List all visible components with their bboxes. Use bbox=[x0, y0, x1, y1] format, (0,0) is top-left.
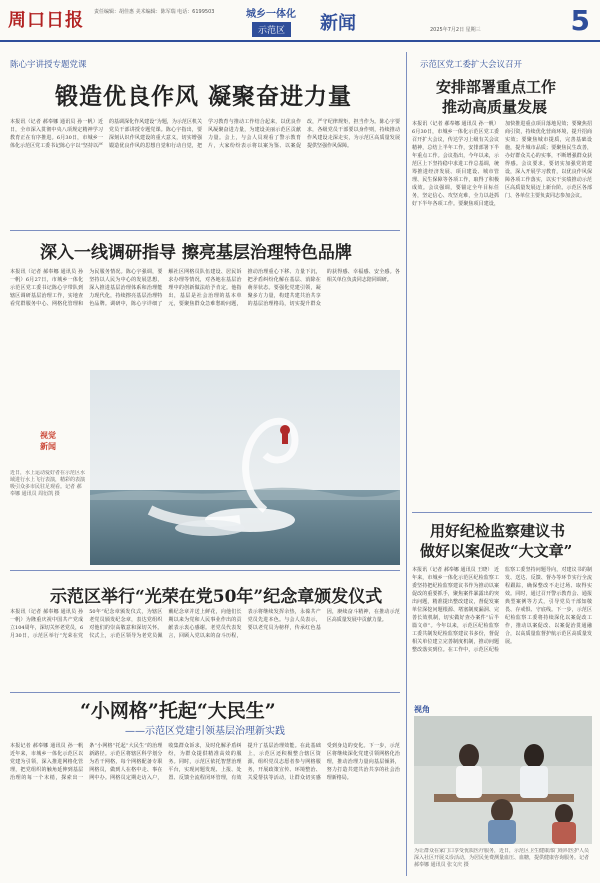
article2-headline: 深入一线调研指导 擦亮基层治理特色品牌 bbox=[40, 243, 352, 263]
article4-subtitle: ——示范区党建引领基层治理新实践 bbox=[125, 726, 285, 737]
photo-news-caption: 近日，水上运动爱好者在示范区水域进行水上飞行表演，精彩的表演吸引众多市民驻足观看。记者 郝奉娜 通讯员 周衍凯 摄 bbox=[10, 470, 85, 497]
divider-rule bbox=[10, 230, 400, 231]
column-divider bbox=[406, 52, 407, 876]
article5-headline-line2: 推动高质量发展 bbox=[442, 98, 548, 116]
article6-headline-line2: 做好以案促改“大文章” bbox=[420, 542, 573, 560]
section-news-title: 新闻 bbox=[320, 13, 356, 34]
editor-info: 责任编辑：胡佳惠 美术编辑：陈军瑞 电话：6199503 bbox=[94, 9, 215, 15]
divider-rule bbox=[10, 570, 400, 571]
article4-headline: “小网格”托起“大民生” bbox=[80, 700, 276, 722]
date-info: 2025年7月2日 星期三 bbox=[430, 27, 481, 33]
newspaper-logo: 周口日报 bbox=[8, 10, 84, 31]
lead-kicker: 陈心宇讲授专题党课 bbox=[10, 60, 87, 70]
article2-body: 本报讯（记者 郝奉娜 通讯员 孙一帆）6月27日，市城乡一体化示范区党工委书记陈心宇带队到辖区调研基层治理工作，实地查看党群服务中心、网格化管理和为民服务情况。陈心宇强调，要坚持以人民为中心的发展思想，深入推进基层治理体系和治理能力现代化，持续擦亮基层治理特色品牌。调研中，陈心宇详细了解社区网格员队伍建设、居民诉求办理等情况，对各地在基层治理中的创新做法给予肯定。他指出，基层是社会治理的基本单元，要聚焦群众急难愁盼问题，推动治理重心下移、力量下沉，把矛盾纠纷化解在基层、消除在萌芽状态。要强化党建引领，凝聚多方力量，构建共建共治共享的基层治理格局，切实提升群众的获得感、幸福感、安全感。各相关单位负责同志陪同调研。 bbox=[10, 269, 400, 307]
photo-water-sports bbox=[90, 370, 400, 565]
photo-badge-line2: 新闻 bbox=[40, 442, 56, 451]
article3-body: 本报讯（记者 郝奉娜 通讯员 孙一帆）为隆重庆祝中国共产党成立104周年，深切关怀老党员，6月30日，示范区举行“光荣在党50年”纪念章颁发仪式，为辖区老党员颁发纪念章，表达党组织对他们的崇高敬意和深切关怀。仪式上，示范区领导为老党员佩戴纪念章并送上鲜花，向他们长期以来为党和人民事业作出的贡献表示衷心感谢。老党员代表发言，回顾入党以来的奋斗历程，表示将继续发挥余热，永葆共产党员先进本色。与会人员表示，要以老党员为榜样，传承红色基因，赓续奋斗精神，在推动示范区高质量发展中贡献力量。 bbox=[10, 609, 400, 639]
article5-headline-line1: 安排部署重点工作 bbox=[436, 78, 557, 96]
divider-rule bbox=[412, 512, 592, 513]
divider-rule bbox=[10, 692, 400, 693]
article5-kicker: 示范区党工委扩大会议召开 bbox=[420, 60, 523, 70]
photo2-image bbox=[414, 716, 592, 844]
photo2-caption: 为让群众在家门口享受优质医疗服务，近日，示范区卫生健康部门组织医护人员深入社区开展义诊活动，为居民免费测量血压、血糖，提供健康咨询服务。记者 郝奉娜 通讯员 张文庆 摄 bbox=[414, 848, 590, 868]
section-title-line2: 示范区 bbox=[252, 22, 291, 37]
lead-headline: 锻造优良作风 凝聚奋进力量 bbox=[55, 83, 353, 110]
masthead bbox=[0, 0, 600, 42]
article6-headline-line1: 用好纪检监察建议书 bbox=[430, 522, 566, 540]
article3-headline: 示范区举行“光荣在党50年”纪念章颁发仪式 bbox=[50, 587, 383, 607]
page-number: 5 bbox=[570, 4, 590, 37]
article5-body: 本报讯（记者 郝奉娜 通讯员 孙一帆）6月30日，市城乡一体化示范区党工委召开扩大会议，传达学习上级有关会议精神，总结上半年工作，安排部署下半年重点工作。会议指出，今年以来，示范区上下坚持稳中求进工作总基调，统筹推进经济发展、项目建设、城市管理、民生保障等各项工作，取得了积极成效。会议强调，要锚定全年目标任务，坚定信心、攻坚克难，全力以赴抓好下半年各项工作。要聚焦项目建设，加快推进重点项目落地见效；要聚焦招商引资，持续优化营商环境，提升招商实效；要聚焦城市提质，完善基础设施，提升城市品质；要聚焦民生改善，办好群众关心的实事，不断增强群众获得感。会议要求，要切实加强党的建设，深入开展学习教育，以优良作风保障各项工作落实，以实干实绩推动示范区高质量发展迈上新台阶。示范区各部门、各单位主要负责同志参加会议。 bbox=[412, 121, 592, 207]
photo-badge-line1: 视觉 bbox=[40, 431, 56, 440]
photo-medical-service bbox=[414, 716, 592, 844]
lead-body: 本报讯（记者 郝奉娜 通讯员 孙一帆）近日，全市深入贯彻中央八项规定精神学习教育正在有序推进。6月30日，市城乡一体化示范区党工委书记陈心宇以“坚持以严的基调深化作风建设”为题，为示范区机关党员干部讲授专题党课。陈心宇指出，要深刻认识作风建设的重大意义，切实增强锻造优良作风的思想自觉和行动自觉，把学习教育与推动工作结合起来，以优良作风凝聚奋进力量，为建设美丽示范区贡献力量。会上，与会人员观看了警示教育片，大家纷纷表示将以案为鉴、以案促改，严守纪律规矩，担当作为。陈心宇要求，各级党员干部要以身作则，持续推动作风建设走深走实，为示范区高质量发展提供坚强作风保障。 bbox=[10, 119, 400, 149]
article6-body: 本报讯（记者 郝奉娜 通讯员 王晓） 近年来，市城乡一体化示范区纪检监察工委坚持把纪检监察建议书作为推动以案促改的重要抓手，聚焦案件暴露出的突出问题，精准提出整改建议，督促发案单位深挖问题根源、堵塞制度漏洞、完善长效机制，切实做好查办案件“后半篇文章”。今年以来，示范区纪检监察工委共制发纪检监察建议书多份，督促相关单位建立完善制度机制，推动问题整改落实到位。在工作中，示范区纪检监察工委坚持问题导向，对建议书的制发、送达、反馈、督办等环节实行全流程跟踪，确保整改不走过场、取得实效。同时，通过召开警示教育会、通报典型案例等方式，引导党员干部知敬畏、存戒惧、守底线。下一步，示范区纪检监察工委将持续深化以案促改工作，推动以案促改、以案促治贯通融合，以高质量监督护航示范区高质量发展。 bbox=[412, 567, 592, 653]
section-title-line1: 城乡一体化 bbox=[246, 9, 296, 20]
photo2-badge: 视角 bbox=[414, 705, 430, 714]
article4-body: 本报记者 郝奉娜 通讯员 孙一帆 近年来，市城乡一体化示范区以党建为引领，深入推进网格化管理，把党组织的触角延伸到基层治理的每一个末梢，探索出一条“小网格”托起“大民生”的治理新路径。示范区将辖区科学划分为若干网格，每个网格配备专职网格员，做到人在格中走、事在网中办。网格员定期走访入户，收集群众诉求，及时化解矛盾纠纷，为群众提供精准高效的服务。同时，示范区依托智慧治理平台，实现问题发现、上报、处置、反馈全流程闭环管理，有效提升了基层治理效能。在此基础上，示范区还积极整合辖区资源，组织党员志愿者参与网格服务，开展政策宣传、环境整治、关爱帮扶等活动，让群众切实感受到身边的变化。下一步，示范区将继续深化党建引领网格化治理，推动治理力量向基层倾斜，努力打造共建共治共享的社会治理新格局。 bbox=[10, 743, 400, 781]
photo-image bbox=[90, 370, 400, 565]
